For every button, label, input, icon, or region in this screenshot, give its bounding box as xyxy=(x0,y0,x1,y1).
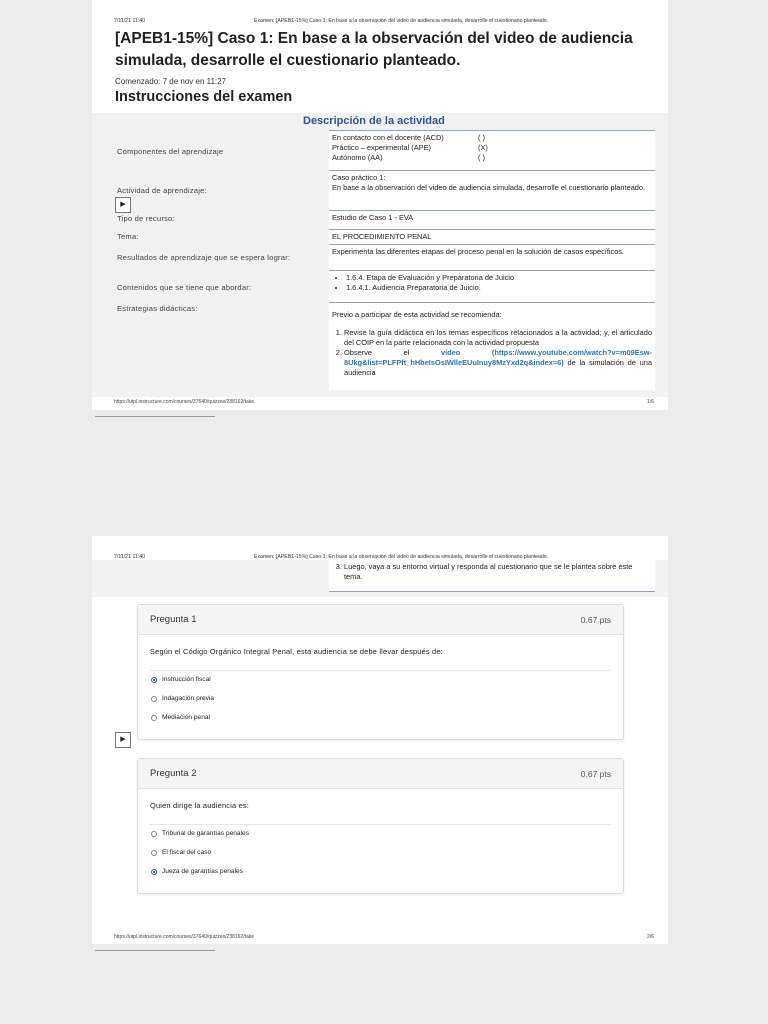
resource-value: Estudio de Caso 1 - EVA xyxy=(332,213,414,222)
contents-cell xyxy=(329,270,655,302)
strategy-item: 3. Luego, vaya a su entorno virtual y responda al cuestionario que se le plantea sobre este tema. xyxy=(344,562,652,582)
pdf-header xyxy=(114,18,648,24)
resource-cell xyxy=(329,210,655,229)
label-contents: Contenidos que se tiene que abordar: xyxy=(117,283,252,292)
question-card xyxy=(137,604,624,740)
label-strategies: Estrategias didácticas: xyxy=(117,304,198,313)
label-topic: Tema: xyxy=(117,232,139,241)
option-divider xyxy=(150,670,611,671)
radio-icon[interactable] xyxy=(151,831,157,837)
play-icon[interactable]: ▶ xyxy=(115,197,131,213)
activity-cell xyxy=(329,170,655,210)
page-divider xyxy=(95,416,215,417)
option-label: Indagación previa xyxy=(162,695,215,702)
footer-page: 1/6 xyxy=(647,399,654,405)
exam-title: [APEB1-15%] Caso 1: En base a la observación del video de audiencia simulada, desarrolle el cuestionario planteado. xyxy=(115,30,633,69)
pdf-footer xyxy=(114,399,654,405)
label-resource: Tipo de recurso: xyxy=(117,214,175,223)
radio-icon[interactable] xyxy=(151,850,157,856)
activity-text: En base a la observación del video de audiencia simulada, desarrolle el cuestionario planteado. xyxy=(332,183,646,192)
header-title: Examen: [APEB1-15%] Caso 1: En base a la observación del video de audiencia simulada, desarrolle el cuestionario planteado. xyxy=(254,18,549,24)
option-label: Jueza de garantías penales xyxy=(162,868,244,875)
option-divider xyxy=(150,824,611,825)
contents-item: • 1.6.4. Etapa de Evaluación y Preparatoria de Juicio xyxy=(346,273,652,283)
header-date: 7/11/21 11:40 xyxy=(114,554,145,560)
strategy-item: 1. Revise la guía didáctica en los temas específicos relacionados a la actividad; y, el articulado del COIP en la parte relacionada con la actividad propuesta xyxy=(344,328,652,348)
answer-option[interactable] xyxy=(151,676,211,683)
component-mark: ( ) xyxy=(478,153,485,162)
pdf-page-1 xyxy=(92,0,668,410)
question-text: Según el Código Orgánico Integral Penal, esta audiencia se debe llevar después de: xyxy=(150,647,443,656)
component-label: En contacto con el docente (ACD) xyxy=(332,133,444,142)
answer-option[interactable] xyxy=(151,714,210,721)
strategy-prefix: Observe el xyxy=(344,348,410,357)
radio-icon[interactable] xyxy=(151,715,157,721)
topic-value: EL PROCEDIMIENTO PENAL xyxy=(332,232,432,241)
video-link[interactable]: video (https://www.youtube.com/watch?v=m09Esw-8Ukg&list=PLFPft_hHbeIsOsIWlleEUuInuy8MzYxd2q&index=6) xyxy=(344,348,652,367)
answer-option[interactable] xyxy=(151,830,249,837)
question-points: 0.67 pts xyxy=(580,768,611,779)
footer-url: https://utpl.instructure.com/courses/37640/quizzes/238162/take xyxy=(114,399,255,405)
strategy-item xyxy=(344,348,652,378)
strategies-cell xyxy=(329,302,655,390)
started-timestamp: Comenzado: 7 de nov en 11:27 xyxy=(115,77,227,86)
component-mark: ( ) xyxy=(478,133,485,142)
strategies-intro: Previo a participar de esta actividad se recomienda: xyxy=(332,310,502,319)
option-label: Instrucción fiscal xyxy=(162,676,211,683)
radio-icon[interactable] xyxy=(151,696,157,702)
instructions-title: Instrucciones del examen xyxy=(115,89,293,105)
footer-page: 2/6 xyxy=(647,934,654,940)
radio-selected-icon[interactable] xyxy=(151,869,157,875)
radio-selected-icon[interactable] xyxy=(151,677,157,683)
results-value: Experimenta las diferentes etapas del proceso penal en la solución de casos específicos. xyxy=(332,247,625,256)
option-label: Tribunal de garantías penales xyxy=(162,830,249,837)
question-header xyxy=(138,759,623,789)
question-text: Quien dirige la audiencia es: xyxy=(150,801,250,810)
components-cell xyxy=(329,130,655,170)
component-mark: (X) xyxy=(478,143,488,152)
strategies-cell-continued xyxy=(329,560,655,592)
question-points: 0.67 pts xyxy=(580,614,611,625)
question-card xyxy=(137,758,624,894)
description-title: Descripción de la actividad xyxy=(303,115,445,127)
strategy-suffix: de la simulación de una audiencia xyxy=(344,358,653,377)
topic-cell xyxy=(329,229,655,244)
question-header xyxy=(138,605,623,635)
label-activity: Actividad de aprendizaje: xyxy=(117,186,207,195)
question-title: Pregunta 1 xyxy=(150,614,197,625)
header-title: Examen: [APEB1-15%] Caso 1: En base a la observación del video de audiencia simulada, desarrolle el cuestionario planteado. xyxy=(254,554,549,560)
header-date: 7/11/21 11:40 xyxy=(114,18,145,24)
results-cell xyxy=(329,244,655,270)
answer-option[interactable] xyxy=(151,695,214,702)
label-results: Resultados de aprendizaje que se espera lograr: xyxy=(117,253,291,262)
page-divider xyxy=(95,950,215,951)
activity-case: Caso práctico 1: xyxy=(332,173,386,182)
question-title: Pregunta 2 xyxy=(150,768,197,779)
pdf-footer xyxy=(114,934,654,940)
component-label: Práctico – experimental (APE) xyxy=(332,143,431,152)
answer-option[interactable] xyxy=(151,868,243,875)
play-icon[interactable]: ▶ xyxy=(115,732,131,748)
pdf-page-2 xyxy=(92,536,668,944)
label-components: Componentes del aprendizaje xyxy=(117,147,224,156)
contents-item: • 1.6.4.1. Audiencia Preparatoria de Juicio. xyxy=(346,283,652,293)
answer-option[interactable] xyxy=(151,849,211,856)
component-label: Autónomo (AA) xyxy=(332,153,383,162)
option-label: El fiscal del caso xyxy=(162,849,212,856)
footer-url: https://utpl.instructure.com/courses/37640/quizzes/238162/take xyxy=(114,934,255,940)
option-label: Mediación penal xyxy=(162,714,211,721)
